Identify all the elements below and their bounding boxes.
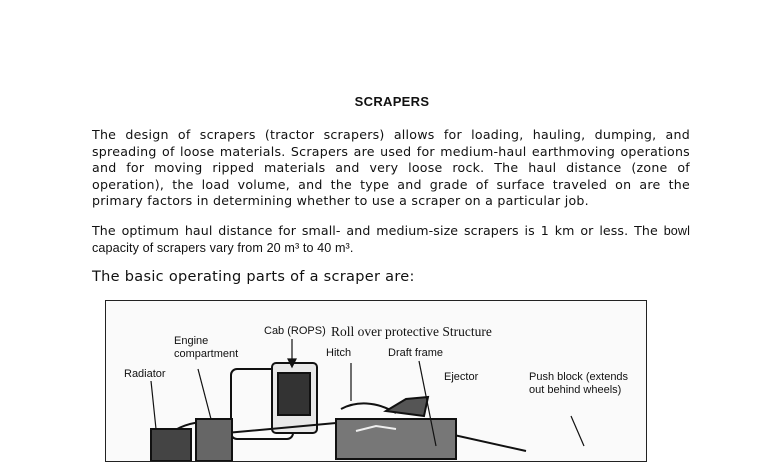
scraper-diagram xyxy=(105,300,647,462)
push-block-leader xyxy=(571,416,584,446)
draft-frame-part xyxy=(386,397,428,416)
page-title: SCRAPERS xyxy=(354,94,430,109)
bowl-capacity-text: bowl capacity of scrapers vary from 20 m³ to 40 m³. xyxy=(92,224,690,255)
bowl-body xyxy=(336,419,456,459)
operating-parts-heading: The basic operating parts of a scraper are: xyxy=(92,269,415,285)
label-ejector: Ejector xyxy=(444,371,479,383)
engine-block xyxy=(196,419,232,461)
label-cab: Cab (ROPS) xyxy=(264,325,326,337)
intro-paragraph: The design of scrapers (tractor scrapers) allows for loading, hauling, dumping, and spreading of loose materials. Scrapers are used for medium-haul earthmoving operations and for moving ripped materials and very loose rock. The haul distance (zone of operation), the load volume, and the type and grade of surface traveled on are the primary factors in determining whether to use a scraper on a particular job. xyxy=(92,127,690,209)
label-hitch: Hitch xyxy=(326,347,352,359)
radiator-block xyxy=(151,429,191,461)
cab-window xyxy=(278,373,310,415)
label-radiator: Radiator xyxy=(124,368,166,380)
engine-leader xyxy=(198,369,211,419)
label-engine: Engine compartment xyxy=(174,335,239,360)
radiator-leader xyxy=(151,381,156,429)
haul-distance-text: The optimum haul distance for small- and medium-size scrapers is 1 km or less. The xyxy=(92,223,664,238)
label-rops: Roll over protective Structure xyxy=(331,324,492,339)
label-draft-frame: Draft frame xyxy=(388,347,444,359)
haul-distance-paragraph xyxy=(92,223,690,256)
label-push-block: Push block (extends out behind wheels) xyxy=(529,371,629,396)
